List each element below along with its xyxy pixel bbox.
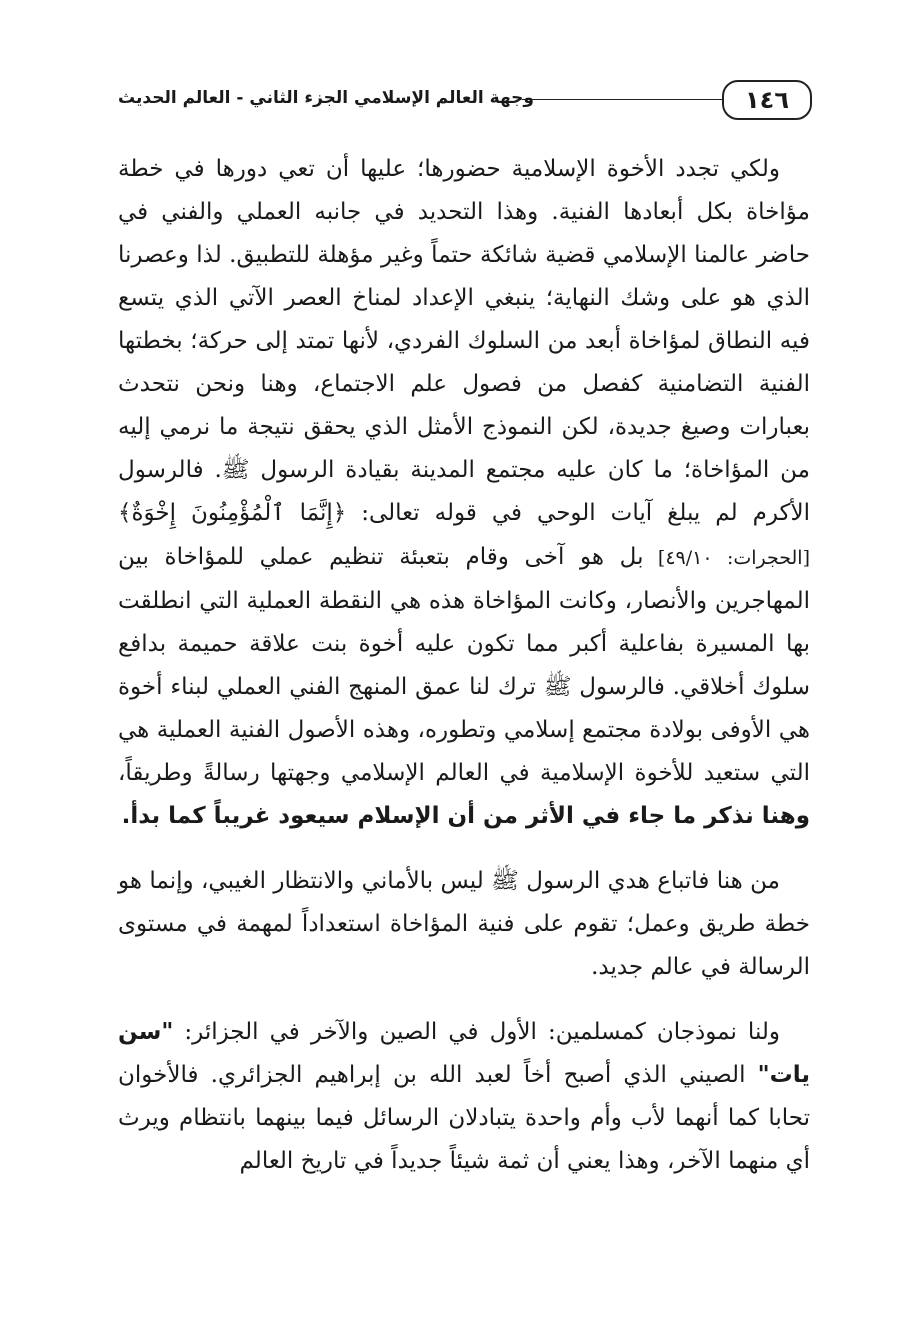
paragraph [118,148,810,838]
paragraph [118,1011,810,1183]
paragraph-text: بل هو آخى وقام بتعبئة تنظيم عملي للمؤاخاة بين المهاجرين والأنصار، وكانت المؤاخاة هذه هي النقطة العملية التي انطلقت بها المسيرة بفاعلية أكبر مما تكون عليه أخوة بنت علاقة حميمة بدافع سلوك أخلاقي. فالرسول ﷺ ترك لنا عمق المنهج الفني العملي لبناء أخوة هي الأوفى بولادة مجتمع إسلامي وتطوره، وهذه الأصول الفنية العملية هي التي ستعيد للأخوة الإسلامية في العالم الإسلامي وجهتها رسالةً وطريقاً، [118,544,810,786]
paragraph-text: ولكي تجدد الأخوة الإسلامية حضورها؛ عليها أن تعي دورها في خطة مؤاخاة بكل أبعادها الفنية. وهذا التحديد في جانبه العملي والفني في حاضر عالمنا الإسلامي قضية شائكة حتماً وغير مؤهلة للتطبيق. لذا وعصرنا الذي هو على وشك النهاية؛ ينبغي الإعداد لمناخ العصر الآتي الذي يتسع فيه النطاق لمؤاخاة أبعد من السلوك الفردي، لأنها تمتد إلى حركة؛ بخطتها الفنية التضامنية كفصل من فصول علم الاجتماع، وهنا ونحن نتحدث بعبارات وصيغ جديدة، لكن النموذج الأمثل الذي يحقق نتيجة ما نرمي إليه من المؤاخاة؛ ما كان عليه مجتمع المدينة بقيادة الرسول ﷺ. فالرسول الأكرم لم يبلغ آيات الوحي في قوله تعالى: [118,156,810,526]
paragraph-text: من هنا فاتباع هدي الرسول ﷺ ليس بالأماني والانتظار الغيبي، وإنما هو خطة طريق وعمل؛ تقوم على فنية المؤاخاة استعداداً لمهمة في مستوى الرسالة في عالم جديد. [118,868,810,980]
header-rule [522,99,722,100]
body-text [118,148,810,1205]
running-title: وجهة العالم الإسلامي الجزء الثاني - العالم الحديث [118,88,534,108]
paragraph-text: ولنا نموذجان كمسلمين: الأول في الصين والآخر في الجزائر: [173,1019,780,1045]
emphasized-name: "سن يات" [118,1019,810,1088]
verse-reference: [الحجرات: ٤٩/١٠] [643,547,810,569]
paragraph [118,860,810,989]
quran-verse: ﴿إِنَّمَا ٱلْمُؤْمِنُونَ إِخْوَةٌ﴾ [118,500,347,526]
paragraph-text: الصيني الذي أصبح أخاً لعبد الله بن إبراهيم الجزائري. فالأخوان تحابا كما أنهما لأب وأم واحدة يتبادلان الرسائل فيما بينهما بانتظام ويرث أي منهما الآخر، وهذا يعني أن ثمة شيئاً جديداً في تاريخ العالم [118,1062,810,1174]
page-header [118,80,812,124]
page-number: ١٤٦ [722,80,812,120]
emphasized-text: وهنا نذكر ما جاء في الأثر من أن الإسلام سيعود غريباً كما بدأ. [121,803,810,829]
